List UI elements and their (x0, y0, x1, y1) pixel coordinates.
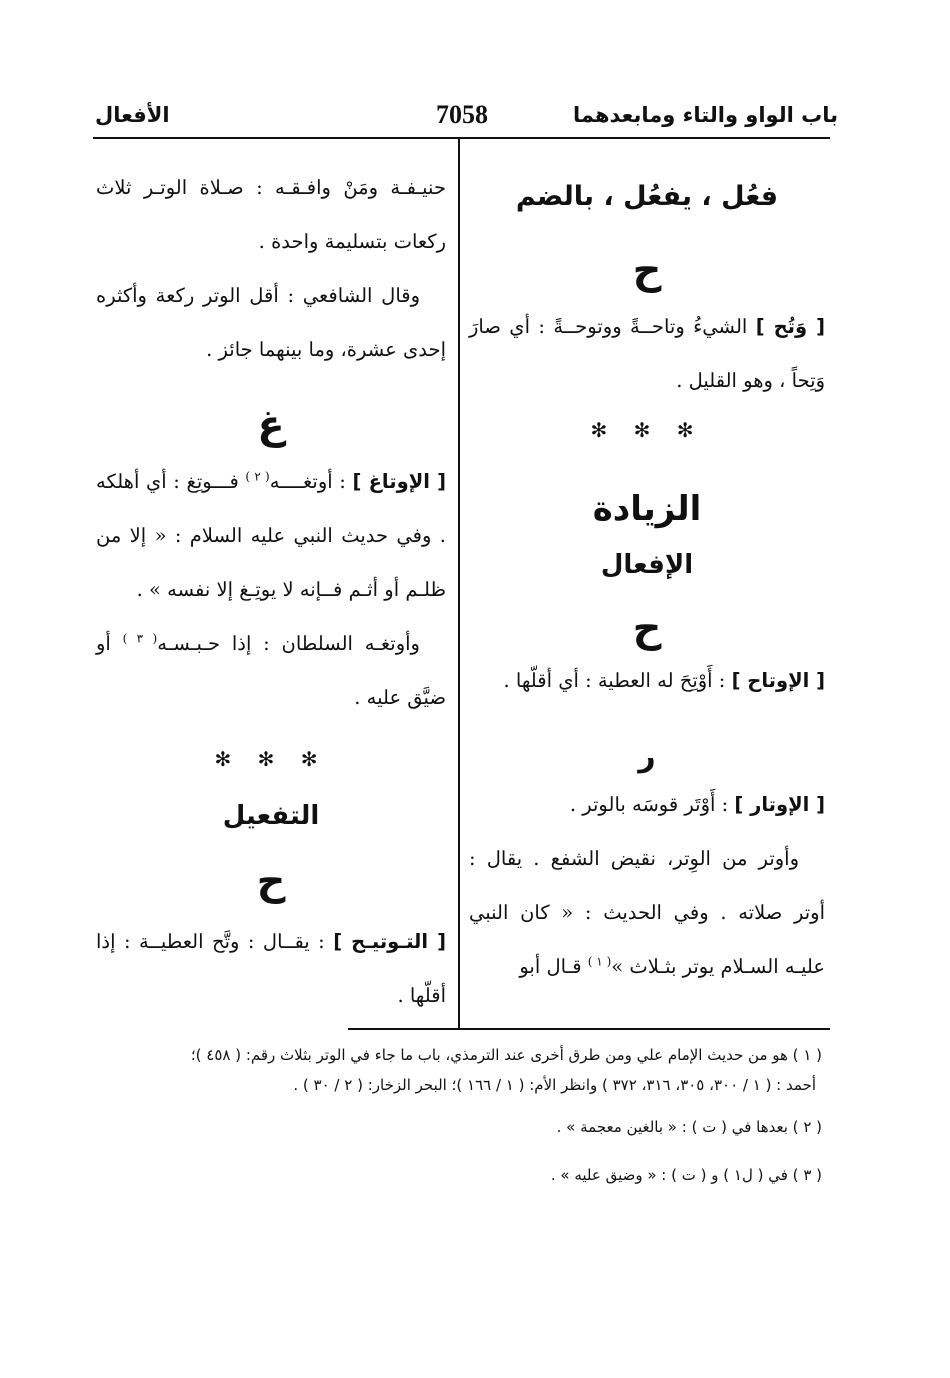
subsection-title: التفعيل (222, 801, 320, 831)
header-rule (93, 137, 830, 139)
footnote-marker[interactable]: ( ٣ ) (122, 631, 158, 646)
root-letter-heading: ح (632, 605, 662, 651)
entry-keyword: [ وَتُح ] (755, 315, 825, 338)
footnote-marker[interactable]: ( ١ ) (587, 954, 612, 969)
entry-watuha (469, 300, 825, 408)
entry-text: وأوتغـه السلطان : إذا حـبـسـه (157, 632, 420, 655)
entry-iwtagh (96, 455, 446, 617)
entry-witr (469, 832, 825, 994)
subsection-title: الإفعال (600, 550, 694, 580)
section-title: الزيادة (592, 489, 702, 529)
root-letter-heading: ر (638, 739, 656, 774)
entry-iwtah (469, 654, 825, 708)
entry-text: : أَوْتَر قوسَه بالوتر . (569, 793, 735, 816)
column-divider (458, 139, 460, 1030)
running-head-chapter: باب الواو والتاء ومابعدهما (573, 103, 838, 127)
footnote-1-continuation: أحمد : ( ١ / ٣٠٠، ٣٠٥، ٣١٦، ٣٧٢ ) وانظر الأم: ( ١ / ١٦٦ )؛ البحر الزخار: ( ٢ / ٣٠ ) . (293, 1076, 816, 1094)
entry-text: فـــوتِغ : أي أهلكه . وفي حديث النبي عليه السلام : « إلا من ظلـم أو أثـم فــإنه لا يوتِـغ إلا نفسه » . (96, 470, 446, 601)
entry-text: : أوتغــــه (269, 470, 353, 493)
paragraph (96, 617, 446, 725)
footnote-3: ( ٣ ) في ( ل١ ) و ( ت ) : « وضيق عليه » . (550, 1166, 822, 1184)
entry-text: أو ضيَّق عليه . (96, 632, 446, 709)
verb-pattern-heading: فعُل ، يفعُل ، بالضم (515, 181, 779, 212)
entry-tawtih (96, 915, 446, 1023)
page-number: 7058 (436, 100, 488, 129)
entry-iwtar (469, 778, 825, 832)
footnote-1: ( ١ ) هو من حديث الإمام علي ومن طرق أخرى عند الترمذي، باب ما جاء في الوتر بثلاث رقم: ( ٤٥٨ )؛ (190, 1046, 822, 1064)
footnote-marker[interactable]: ( ٢ ) (245, 469, 270, 484)
entry-text: : يقــال : وتَّح العطيــة : إذا أقلّها . (96, 930, 446, 1007)
left-column (96, 140, 446, 1023)
entry-keyword: [ التـوتيـح ] (333, 930, 446, 953)
root-letter-heading: غ (257, 402, 285, 448)
entry-keyword: [ الإوتاغ ] (352, 470, 447, 493)
entry-text-tail: قـال أبو (519, 955, 588, 978)
entry-text: الشيءُ وتاحــةً ووتوحــةً : أي صارَ وَتِحاً ، وهو القليل . (469, 315, 825, 392)
entry-text: : أَوْتِحَ له العطية : أي أقلّها . (503, 669, 732, 692)
running-head-section: الأفعال (95, 103, 170, 127)
footnote-rule (348, 1028, 830, 1030)
root-letter-heading: ح (256, 858, 286, 904)
footnote-2: ( ٢ ) بعدها في ( ت ) : « بالغين معجمة » . (556, 1118, 822, 1136)
root-letter-heading: ح (632, 247, 662, 293)
paragraph: وقال الشافعي : أقل الوتر ركعة وأكثره إحدى عشرة، وما بينهما جائز . (96, 284, 446, 361)
right-column (469, 140, 825, 994)
section-separator: ✻ ✻ ✻ (590, 418, 704, 442)
footnotes (92, 1040, 822, 1196)
entry-keyword: [ الإوتاح ] (731, 669, 825, 692)
section-separator: ✻ ✻ ✻ (214, 747, 328, 771)
entry-keyword: [ الإوتار ] (734, 793, 825, 816)
entry-text: وأوتر من الوِتر، نقيض الشفع . يقال : أوتر صلاته . وفي الحديث : « كان النبي عليـه السـلام يوتر بثـلاث » (469, 847, 825, 978)
paragraph: حنيـفـة ومَنْ وافـقـه : صـلاة الوتـر ثلاث ركعات بتسليمة واحدة . (96, 176, 446, 253)
